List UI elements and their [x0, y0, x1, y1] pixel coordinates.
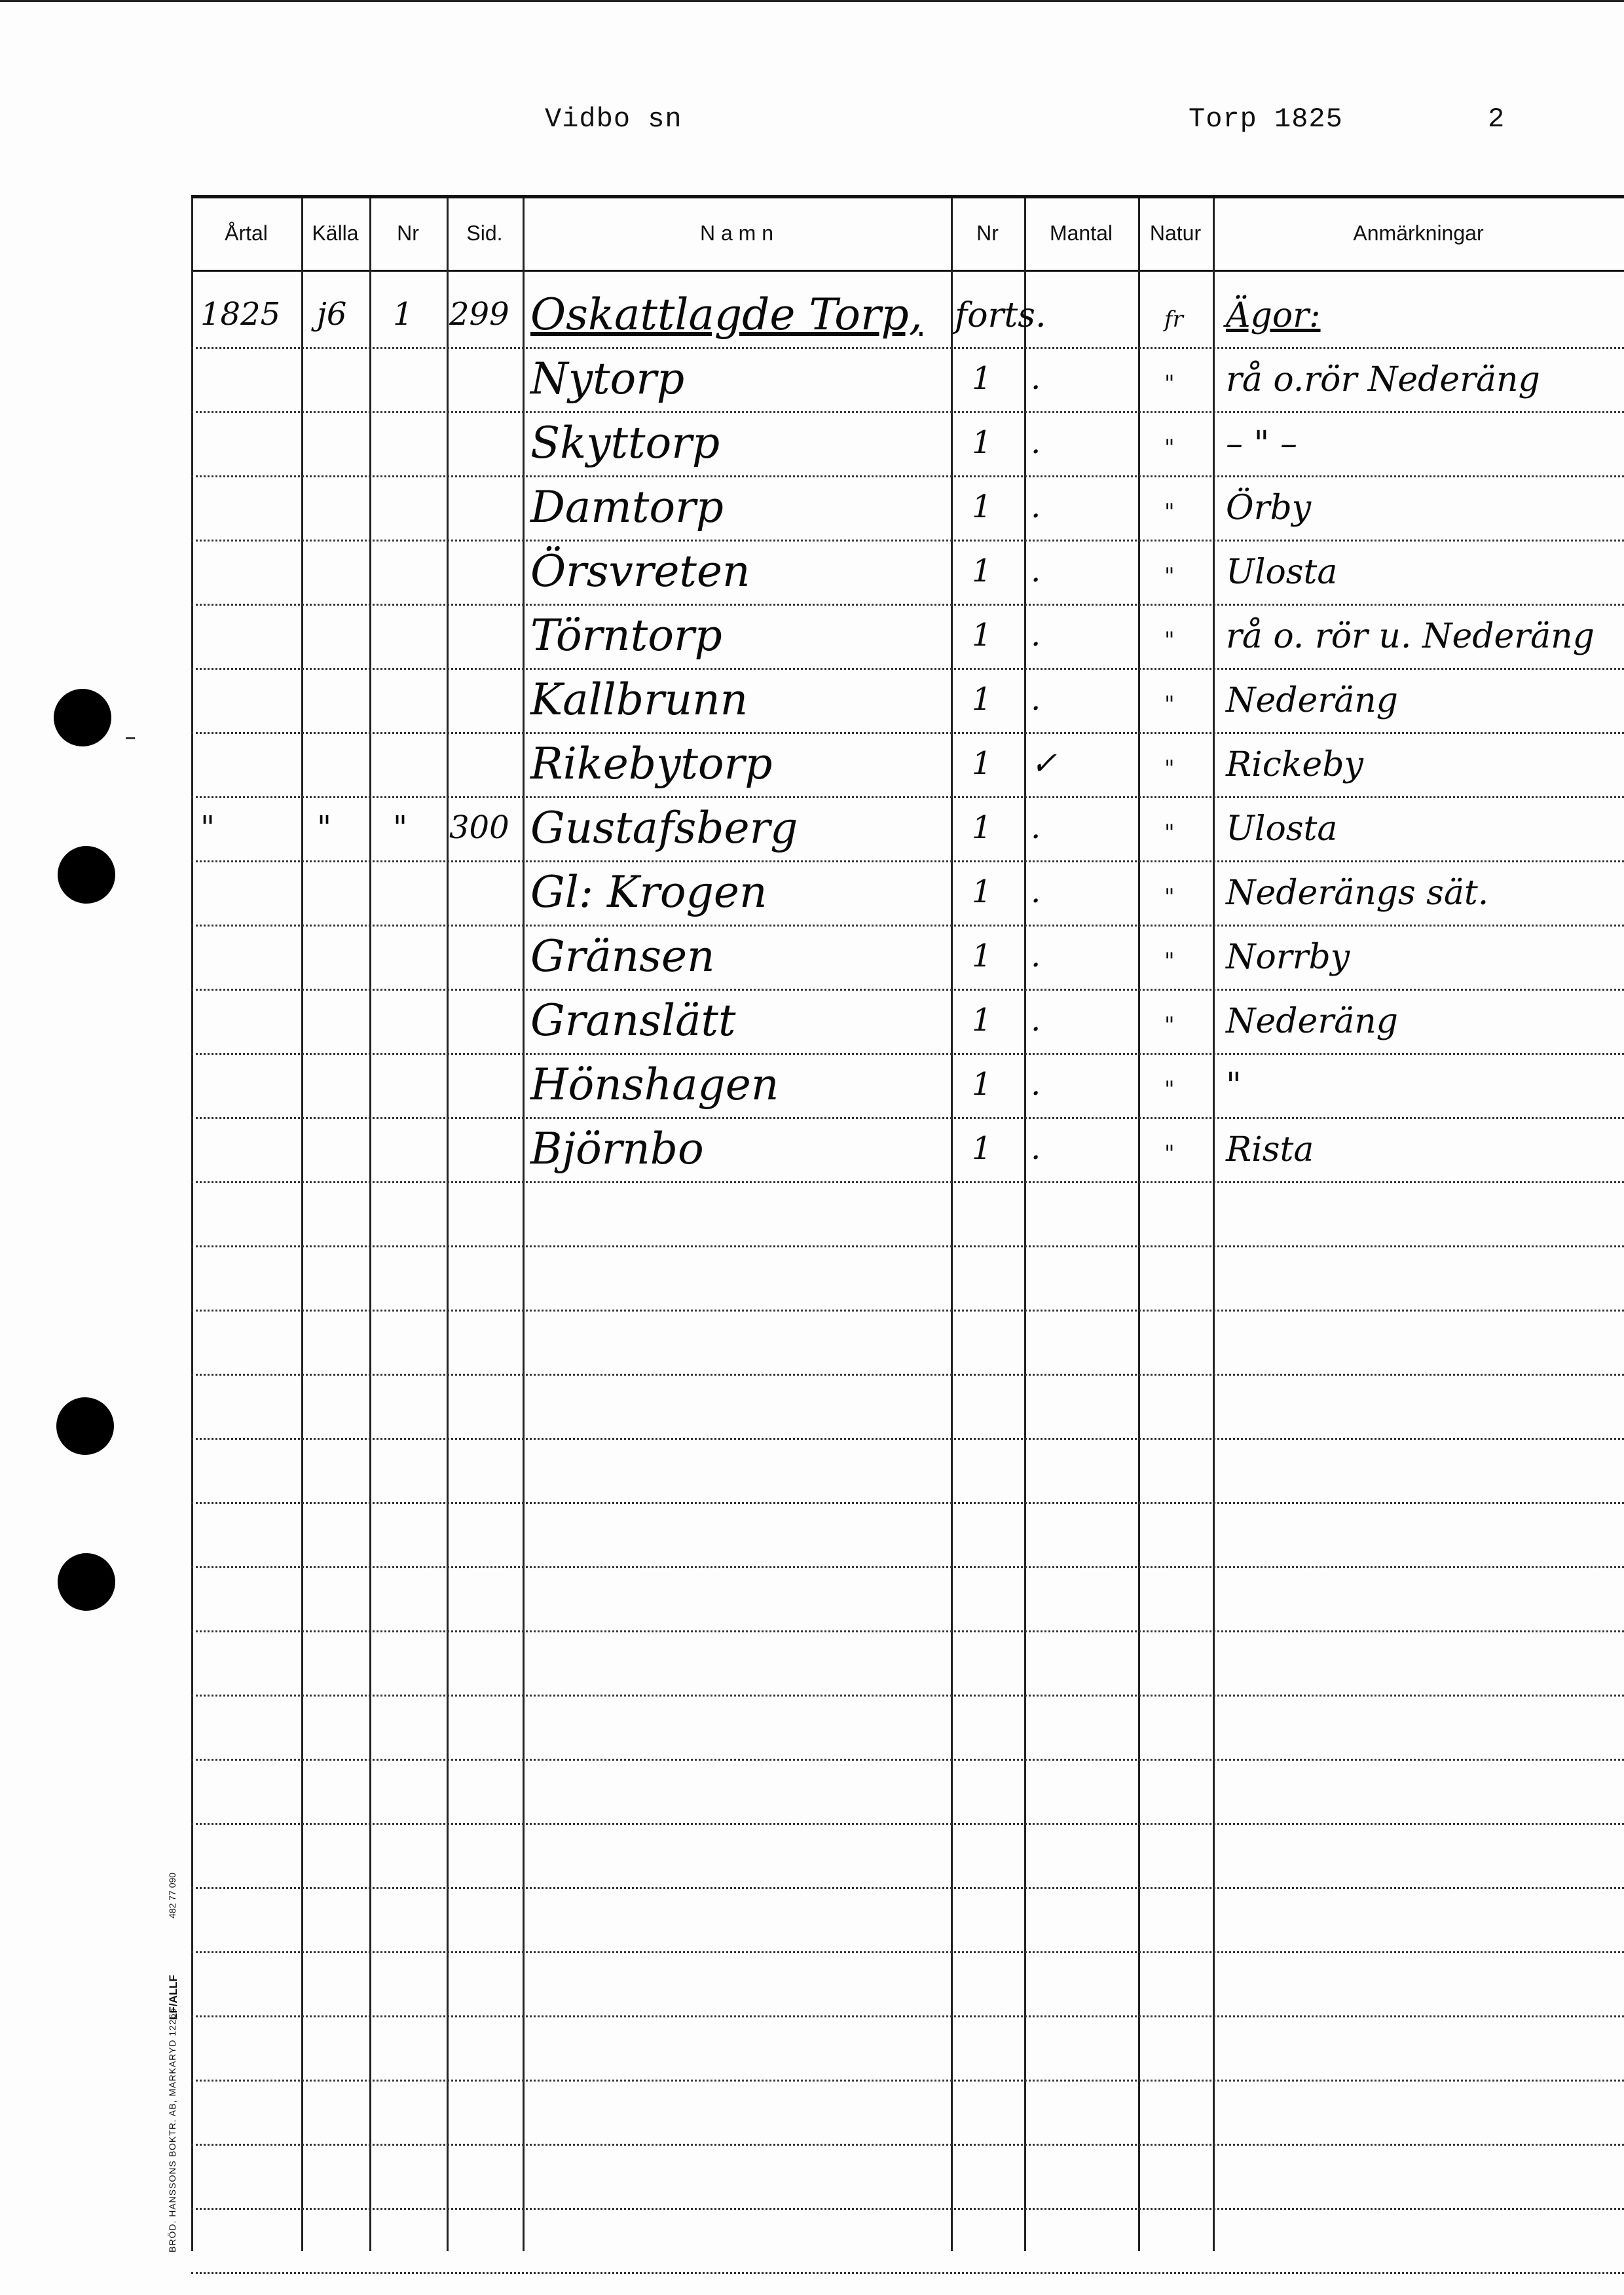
cell-nr: 1 [393, 296, 413, 333]
cell-nr2: 1 [972, 873, 992, 910]
printer-imprint: BRÖD. HANSSONS BOKTR. AB, MARKARYD 12266 [167, 2007, 177, 2252]
cell-natur: " [1164, 627, 1175, 653]
cell-nr2: forts. [955, 296, 1046, 335]
column-header-natur: Natur [1149, 221, 1202, 245]
cell-mantal: ✓ [1031, 745, 1058, 782]
row-rule [191, 1630, 1624, 1632]
cell-artal: 1825 [200, 296, 281, 333]
cell-namn: Rikebytorp [530, 739, 773, 789]
cell-natur: " [1164, 1141, 1175, 1167]
cell-nr2: 1 [972, 1002, 992, 1038]
column-divider [191, 198, 193, 2251]
cell-nr2: 1 [972, 1066, 992, 1103]
cell-mantal: . [1031, 360, 1041, 397]
row-rule [191, 860, 1624, 862]
cell-natur: " [1164, 820, 1175, 846]
row-rule [191, 2208, 1624, 2210]
row-rule [191, 411, 1624, 413]
cell-sid: 299 [449, 296, 509, 333]
cell-natur: " [1164, 948, 1175, 974]
cell-namn: Törntorp [530, 610, 722, 661]
cell-anmarkning: Ulosta [1226, 553, 1338, 592]
row-rule [191, 2080, 1624, 2082]
punch-hole-1 [54, 689, 111, 746]
cell-namn: Gl: Krogen [530, 867, 767, 917]
cell-nr2: 1 [972, 424, 992, 461]
cell-natur: " [1164, 884, 1175, 910]
cell-natur: " [1164, 371, 1175, 397]
cell-namn: Skyttorp [530, 418, 720, 468]
row-rule [191, 1438, 1624, 1440]
cell-mantal: . [1031, 681, 1041, 718]
punch-hole-4 [58, 1553, 115, 1611]
cell-anmarkning: Nederängs sät. [1226, 873, 1489, 913]
cell-kalla: j6 [317, 296, 347, 333]
cell-namn: Björnbo [530, 1124, 704, 1174]
page-top-edge [0, 0, 1624, 2]
row-rule [191, 925, 1624, 927]
column-divider [1024, 198, 1026, 2251]
cell-artal: " [200, 809, 215, 846]
row-rule [191, 1117, 1624, 1119]
cell-sid: 300 [449, 809, 509, 846]
cell-nr2: 1 [972, 488, 992, 525]
column-divider [523, 198, 525, 2251]
row-rule [191, 1502, 1624, 1504]
cell-mantal: . [1031, 488, 1041, 525]
cell-namn: Gustafsberg [530, 803, 798, 853]
row-rule [191, 796, 1624, 798]
cell-mantal: . [1031, 1130, 1041, 1167]
row-rule [191, 1951, 1624, 1953]
row-rule [191, 1310, 1624, 1312]
row-rule [191, 732, 1624, 734]
column-divider [951, 198, 953, 2251]
cell-kalla: " [317, 809, 332, 846]
row-rule [191, 2272, 1624, 2274]
card-title: Torp 1825 [1189, 103, 1343, 135]
cell-anmarkning: Ulosta [1226, 809, 1338, 849]
column-header-anmarkningar: Anmärkningar [1353, 221, 1484, 245]
cell-natur: " [1164, 1012, 1175, 1038]
column-header-kalla: Källa [312, 221, 359, 245]
row-rule [191, 1245, 1624, 1247]
row-rule [191, 668, 1624, 670]
cell-mantal: . [1031, 1066, 1041, 1103]
form-number: 482 77 090 [167, 1872, 177, 1919]
form-code: LF/ALLF [167, 1975, 179, 2020]
punch-hole-2 [58, 846, 115, 904]
row-rule [191, 1887, 1624, 1889]
cell-anmarkning: " [1226, 1066, 1242, 1105]
row-rule [191, 2144, 1624, 2146]
cell-anmarkning: – " – [1226, 424, 1297, 464]
cell-mantal: . [1031, 553, 1041, 589]
cell-anmarkning: Örby [1226, 488, 1312, 528]
column-header-nr2: Nr [976, 221, 999, 245]
cell-nr: " [393, 809, 408, 846]
cell-namn: Damtorp [530, 482, 724, 532]
table-header-rule [191, 270, 1624, 272]
cell-namn: Granslätt [530, 995, 736, 1046]
row-rule [191, 1695, 1624, 1697]
cell-namn: Örsvreten [530, 546, 750, 597]
table-top-rule [191, 195, 1624, 198]
row-rule [191, 1759, 1624, 1761]
parish-label: Vidbo sn [545, 103, 682, 135]
punch-hole-3 [56, 1397, 114, 1455]
cell-nr2: 1 [972, 938, 992, 974]
cell-mantal: . [1031, 1002, 1041, 1038]
column-divider [1138, 198, 1140, 2251]
cell-mantal: . [1031, 617, 1041, 653]
cell-namn: Gränsen [530, 931, 715, 982]
cell-anmarkning: rå o. rör u. Nederäng [1226, 617, 1595, 656]
cell-anmarkning: Nederäng [1226, 1002, 1398, 1041]
column-divider [1213, 198, 1215, 2251]
cell-mantal: . [1031, 424, 1041, 461]
column-header-mantal: Mantal [1049, 221, 1113, 245]
column-header-nr: Nr [397, 221, 419, 245]
cell-natur: " [1164, 435, 1175, 461]
cell-natur: " [1164, 499, 1175, 525]
column-divider [447, 198, 449, 2251]
cell-nr2: 1 [972, 1130, 992, 1167]
cell-mantal: . [1031, 809, 1041, 846]
cell-namn: Oskattlagde Torp, [530, 289, 923, 340]
row-rule [191, 475, 1624, 477]
column-header-sid: Sid. [466, 221, 503, 245]
cell-mantal: . [1031, 938, 1041, 974]
row-rule [191, 1181, 1624, 1183]
cell-natur: " [1164, 756, 1175, 782]
ledger-table [191, 195, 1624, 2251]
cell-anmarkning: Norrby [1226, 938, 1350, 977]
row-rule [191, 540, 1624, 542]
cell-natur: " [1164, 691, 1175, 718]
column-divider [369, 198, 371, 2251]
cell-nr2: 1 [972, 360, 992, 397]
cell-namn: Hönshagen [530, 1059, 779, 1110]
row-rule [191, 2015, 1624, 2017]
cell-natur: " [1164, 563, 1175, 589]
cell-mantal: . [1031, 873, 1041, 910]
cell-anmarkning: rå o.rör Nederäng [1226, 360, 1540, 399]
row-rule [191, 1823, 1624, 1825]
row-rule [191, 604, 1624, 606]
row-rule [191, 989, 1624, 991]
cell-natur: " [1164, 1076, 1175, 1103]
cell-anmarkning: Ägor: [1226, 296, 1321, 335]
page-number: 2 [1488, 103, 1505, 135]
cell-anmarkning: Nederäng [1226, 681, 1398, 720]
cell-anmarkning: Rista [1226, 1130, 1314, 1169]
column-header-namn: N a m n [699, 221, 774, 245]
cell-nr2: 1 [972, 809, 992, 846]
cell-namn: Kallbrunn [530, 674, 748, 725]
cell-nr2: 1 [972, 553, 992, 589]
cell-nr2: 1 [972, 617, 992, 653]
row-rule [191, 347, 1624, 349]
cell-nr2: 1 [972, 681, 992, 718]
cell-natur: fr [1164, 306, 1183, 333]
row-rule [191, 1053, 1624, 1055]
row-rule [191, 1374, 1624, 1376]
cell-nr2: 1 [972, 745, 992, 782]
cell-anmarkning: Rickeby [1226, 745, 1363, 784]
column-header-artal: Årtal [225, 221, 268, 245]
column-divider [301, 198, 303, 2251]
row-rule [191, 1566, 1624, 1568]
cell-namn: Nytorp [530, 354, 685, 404]
stray-mark [126, 737, 135, 739]
